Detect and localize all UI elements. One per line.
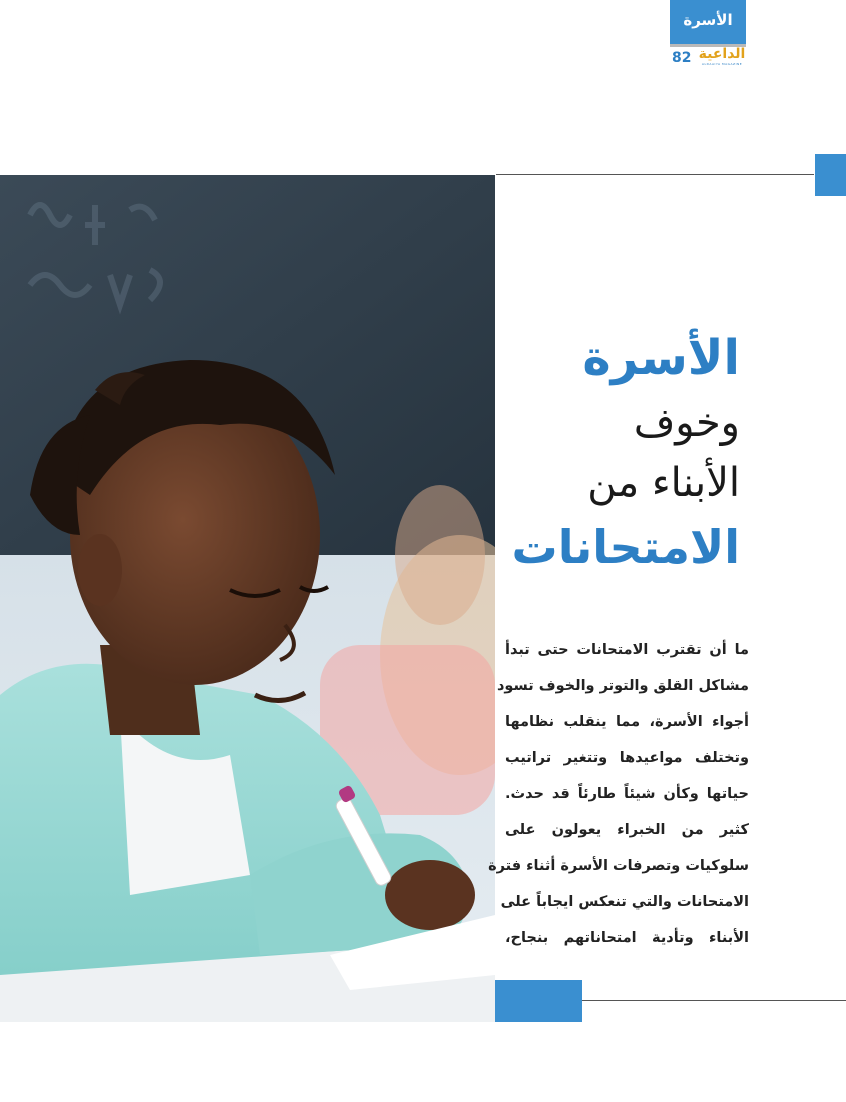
section-tab <box>670 0 746 44</box>
logo-subtext: ALDAAIYA MAGAZINE <box>701 62 743 66</box>
section-label: الأسرة <box>683 11 733 29</box>
body-line: وتختلف مواعيدها وتتغير تراتيب <box>505 750 749 766</box>
body-line: الأبناء وتأدية امتحاناتهم بنجاح، <box>505 930 749 946</box>
magazine-logo <box>696 48 748 65</box>
body-line: مشاكل القلق والتوتر والخوف تسود <box>496 678 749 694</box>
body-line: الامتحانات والتي تنعكس ايجاباً على <box>500 894 749 910</box>
logo-text: الداعية <box>698 46 746 62</box>
body-line: سلوكيات وتصرفات الأسرة أثناء فترة <box>488 858 749 874</box>
top-accent-block <box>815 154 846 196</box>
bottom-accent-block <box>495 980 582 1022</box>
body-line: أجواء الأسرة، مما ينقلب نظامها <box>505 714 749 730</box>
body-line: ما أن تقترب الامتحانات حتى تبدأ <box>505 642 749 658</box>
article-photo <box>0 175 495 1022</box>
page-number: 82 <box>672 50 692 66</box>
title-line-4: الامتحانات <box>511 520 740 574</box>
title-line-2: وخوف <box>633 400 740 446</box>
bottom-divider <box>582 1000 846 1001</box>
body-line: حياتها وكأن شيئاً طارئاً قد حدث. <box>505 786 749 802</box>
article-body <box>488 632 749 956</box>
title-line-1: الأسرة <box>582 330 740 386</box>
body-line: كثير من الخبراء يعولون على <box>505 822 749 838</box>
top-divider <box>496 174 814 175</box>
title-line-3: الأبناء من <box>587 460 740 506</box>
